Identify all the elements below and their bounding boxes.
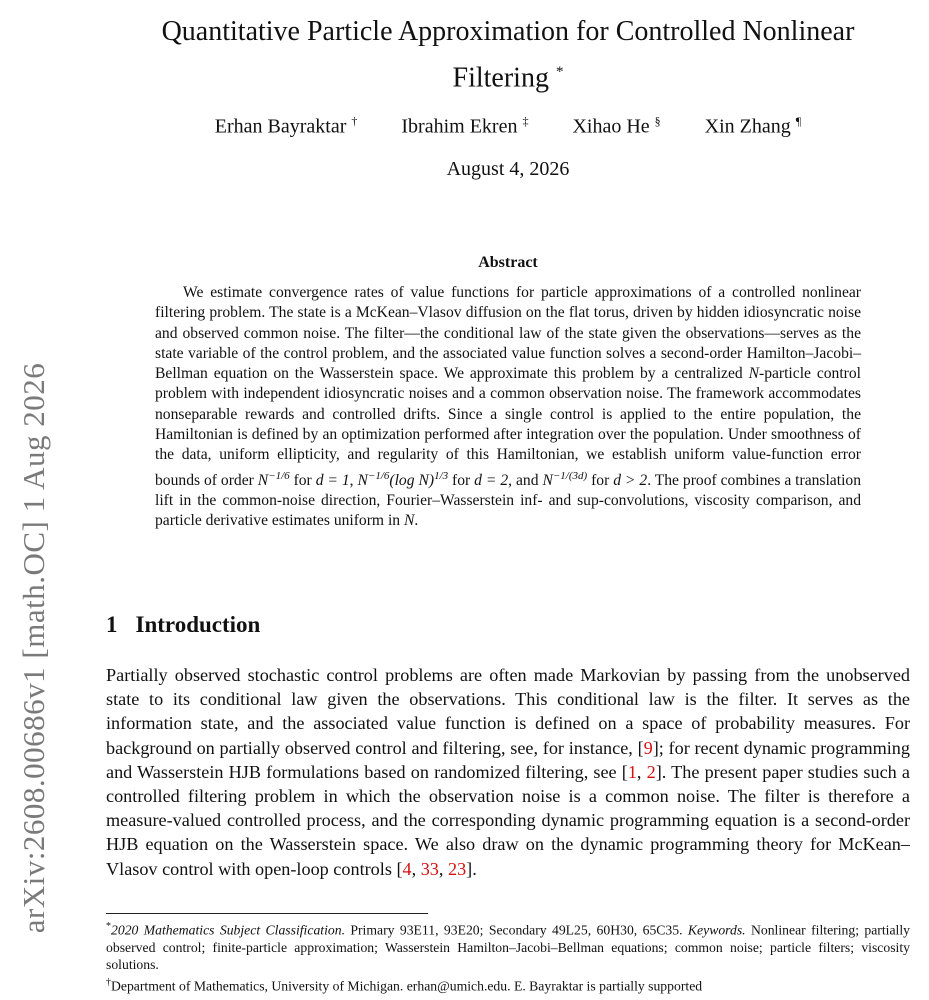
section-title: Introduction	[135, 612, 261, 637]
author-footnote-mark: §	[654, 114, 661, 128]
section-number: 1	[106, 612, 118, 637]
author-footnote-mark: ¶	[795, 114, 802, 128]
author-footnote-mark: ‡	[522, 114, 529, 128]
arxiv-sidebar	[0, 0, 60, 1000]
abstract-text: We estimate convergence rates of value functions for particle approximations of a controlled nonlinear filtering problem. The state is a McKean–Vlasov diffusion on the flat torus, driven by hidden idiosyncratic noise and observed common noise. The filter—the conditional law of the state given the observations—serves as the state variable of the control problem, and the associated value function solves a second-order Hamilton–Jacobi–Bellman equation on the Wasserstein space. We approximate this problem by a centralized N-particle control problem with independent idiosyncratic noises and a common observation noise. The framework accommodates nonseparable rewards and controlled drifts. Since a single control is applied to the entire population, the Hamiltonian is defined by an optimization performed after integration over the population. Under smoothness of the data, uniform ellipticity, and regularity of this Hamiltonian, we establish uniform value-function error bounds of order $N^{-1/6}$ for d = 1, $N^{-1/6}(\log$ N)$^{1/3}$ for d = 2, and $N^{-1/(3d)}$ for d > 2. The proof combines a translation lift in the common-noise direction, Fourier–Wasserstein inf- and sup-convolutions, viscosity comparison, and particle derivative estimates uniform in N.	[155, 284, 862, 530]
section-heading-introduction	[106, 612, 260, 638]
rate-term: $N^{-1/(3d)}$	[542, 469, 588, 489]
footnote-mark: †	[106, 977, 111, 988]
citation-link[interactable]: 2	[646, 761, 656, 782]
citation-link[interactable]: 23	[447, 858, 467, 879]
title-footnote-mark: *	[555, 64, 564, 80]
rate-term: $N^{-1/6}(\log$ N)$^{1/3}$	[357, 469, 449, 489]
author-footnote-mark: †	[351, 114, 358, 128]
footnote-mark: *	[106, 921, 111, 932]
citation-link[interactable]: 4	[402, 858, 412, 879]
citation-link[interactable]: 1	[627, 761, 637, 782]
citation-link[interactable]: 9	[643, 737, 653, 758]
rate-term: $N^{-1/6}$	[257, 469, 290, 489]
author: Xihao He §	[572, 114, 661, 138]
title-line-1: Quantitative Particle Approximation for Controlled Nonlinear	[161, 16, 855, 47]
author-list	[106, 114, 910, 139]
title-line-2: Filtering	[452, 62, 549, 94]
citation-link[interactable]: 33	[420, 858, 439, 879]
paper-title	[106, 12, 910, 98]
author: Erhan Bayraktar †	[214, 114, 358, 138]
footnote-affiliation: †Department of Mathematics, University of Michigan. erhan@umich.edu. E. Bayraktar is partially supported	[106, 977, 703, 994]
author: Xin Zhang ¶	[704, 114, 802, 138]
arxiv-identifier: arXiv:2608.00686v1 [math.OC] 1 Aug 2026	[16, 362, 51, 934]
introduction-paragraph: Partially observed stochastic control problems are often made Markovian by passing from the unobserved state to its conditional law given the observations. This conditional law is the filter. It serves as the information state, and the associated value function is defined on a space of probability measures. For background on partially observed control and filtering, see, for instance, [9]; for recent dynamic programming and Wasserstein HJB formulations based on randomized filtering, see [1, 2]. The present paper studies such a controlled filtering problem in which the observation noise is a common noise. The filter is therefore a measure-valued controlled process, and the corresponding dynamic programming equation is a second-order HJB equation on the Wasserstein space. We also draw on the dynamic programming theory for McKean–Vlasov control with open-loop controls [4, 33, 23].	[106, 665, 910, 879]
abstract-heading: Abstract	[478, 254, 538, 271]
footnote-divider	[106, 913, 428, 914]
footnote-classification: *2020 Mathematics Subject Classification. Primary 93E11, 93E20; Secondary 49L25, 60H30, 65C35. Keywords. Nonlinear filtering; partially observed control; finite-particle approximation; Wasserstein Hamilton–Jacobi–Bellman equations; common noise; particle filters; viscosity solutions.	[106, 921, 910, 972]
author: Ibrahim Ekren ‡	[401, 114, 529, 138]
paper-date: August 4, 2026	[446, 158, 570, 180]
